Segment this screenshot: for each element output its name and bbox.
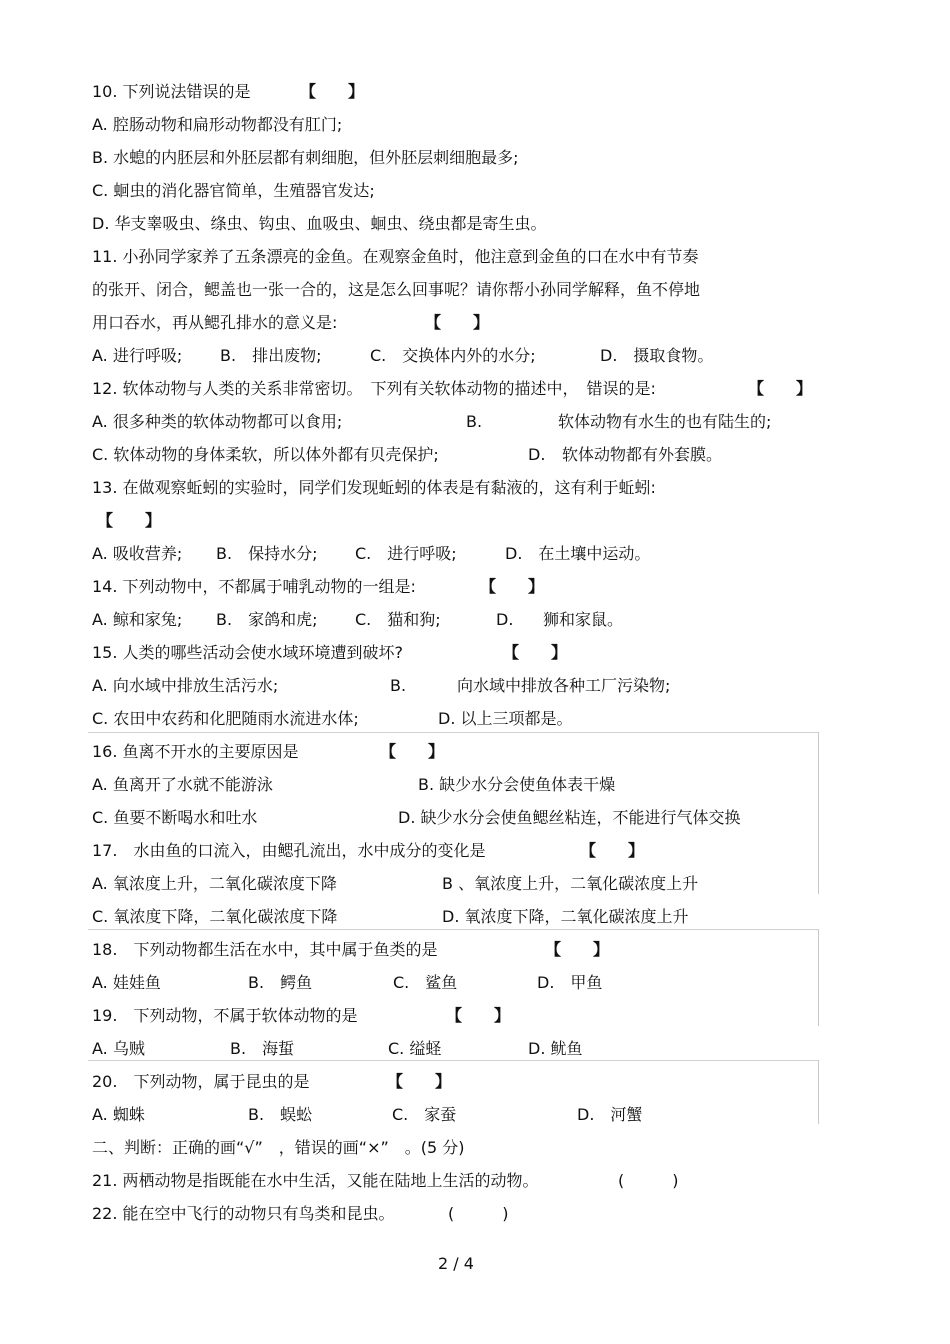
question-12-stem: 12. 软体动物与人类的关系非常密切。 下列有关软体动物的描述中， 错误的是:: [92, 379, 656, 398]
option-a: A. 向水域中排放生活污水;: [92, 676, 279, 695]
option-a: A. 腔肠动物和扁形动物都没有肛门;: [92, 115, 343, 134]
option-c: C. 鱼要不断喝水和吐水: [92, 808, 258, 827]
option-d: D. 摄取食物。: [600, 346, 714, 365]
option-d: 软体动物都有外套膜。: [562, 445, 723, 464]
answer-parenthesis[interactable]: ( ): [618, 1171, 679, 1190]
option-a: A. 吸收营养;: [92, 544, 183, 563]
answer-bracket[interactable]: 【 】: [380, 742, 445, 761]
option-d: D. 甲鱼: [537, 973, 603, 992]
question-10-stem: 10. 下列说法错误的是: [92, 82, 251, 101]
option-b: B. 鳄鱼: [248, 973, 313, 992]
question-15-stem: 15. 人类的哪些活动会使水域环境遭到破坏?: [92, 643, 404, 662]
question-21-stem: 21. 两栖动物是指既能在水中生活，又能在陆地上生活的动物。: [92, 1171, 539, 1190]
option-b: B. 保持水分;: [216, 544, 318, 563]
option-a: A. 很多种类的软体动物都可以食用;: [92, 412, 343, 431]
option-b: B. 家鸽和虎;: [216, 610, 318, 629]
option-a: A. 氧浓度上升，二氧化碳浓度下降: [92, 874, 337, 893]
question-22-stem: 22. 能在空中飞行的动物只有鸟类和昆虫。: [92, 1204, 395, 1223]
section-2-title: 二、判断：正确的画“√” ，错误的画“×” 。(5 分): [92, 1138, 465, 1157]
answer-bracket[interactable]: 【 】: [425, 313, 490, 332]
option-c: C. 鲨鱼: [393, 973, 458, 992]
option-c: C. 蛔虫的消化器官简单，生殖器官发达;: [92, 181, 375, 200]
option-d: D. 河蟹: [577, 1105, 643, 1124]
option-b: B 、氧浓度上升，二氧化碳浓度上升: [442, 874, 699, 893]
answer-bracket[interactable]: 【 】: [97, 511, 162, 530]
table-border: [818, 1060, 819, 1124]
option-a: A. 鱼离开了水就不能游泳: [92, 775, 273, 794]
option-b: 向水域中排放各种工厂污染物;: [457, 676, 671, 695]
answer-bracket[interactable]: 【 】: [748, 379, 813, 398]
option-c: C. 软体动物的身体柔软，所以体外都有贝壳保护;: [92, 445, 439, 464]
option-d: D. 鱿鱼: [528, 1039, 583, 1058]
question-19-stem: 19. 下列动物，不属于软体动物的是: [92, 1006, 358, 1025]
table-border: [88, 1060, 818, 1061]
option-b: B. 缺少水分会使鱼体表干燥: [418, 775, 616, 794]
option-c: C. 猫和狗;: [355, 610, 441, 629]
answer-bracket[interactable]: 【 】: [446, 1006, 511, 1025]
answer-bracket[interactable]: 【 】: [300, 82, 365, 101]
answer-bracket[interactable]: 【 】: [503, 643, 568, 662]
option-b-letter: B.: [466, 412, 483, 431]
option-b: B. 排出废物;: [220, 346, 322, 365]
table-border: [88, 732, 818, 733]
option-d: D. 缺少水分会使鱼鳃丝粘连，不能进行气体交换: [398, 808, 741, 827]
option-a: A. 进行呼吸;: [92, 346, 183, 365]
option-d: 狮和家鼠。: [543, 610, 624, 629]
question-11-stem: 的张开、闭合，鳃盖也一张一合的，这是怎么回事呢？请你帮小孙同学解释，鱼不停地: [92, 280, 701, 299]
option-c: C. 交换体内外的水分;: [370, 346, 536, 365]
option-b: B. 蜈蚣: [248, 1105, 313, 1124]
answer-bracket[interactable]: 【 】: [545, 940, 610, 959]
answer-bracket[interactable]: 【 】: [387, 1072, 452, 1091]
option-d: D. 以上三项都是。: [438, 709, 573, 728]
option-c: C. 氧浓度下降，二氧化碳浓度下降: [92, 907, 338, 926]
question-17-stem: 17. 水由鱼的口流入，由鳃孔流出，水中成分的变化是: [92, 841, 486, 860]
question-11-stem: 11. 小孙同学家养了五条漂亮的金鱼。在观察金鱼时，他注意到金鱼的口在水中有节奏: [92, 247, 699, 266]
question-14-stem: 14. 下列动物中，不都属于哺乳动物的一组是:: [92, 577, 416, 596]
answer-bracket[interactable]: 【 】: [580, 841, 645, 860]
table-border: [818, 929, 819, 1026]
option-a: A. 蜘蛛: [92, 1105, 145, 1124]
page-number: 2 / 4: [438, 1254, 474, 1273]
option-b: B. 水螅的内胚层和外胚层都有刺细胞，但外胚层刺细胞最多;: [92, 148, 519, 167]
answer-bracket[interactable]: 【 】: [480, 577, 545, 596]
table-border: [88, 929, 818, 930]
option-b: B. 海蜇: [230, 1039, 295, 1058]
table-border: [818, 732, 819, 894]
option-d: D. 氧浓度下降，二氧化碳浓度上升: [442, 907, 689, 926]
option-c: C. 缢蛏: [388, 1039, 442, 1058]
option-c: C. 农田中农药和化肥随雨水流进水体;: [92, 709, 359, 728]
option-c: C. 进行呼吸;: [355, 544, 457, 563]
answer-parenthesis[interactable]: ( ): [448, 1204, 509, 1223]
question-18-stem: 18. 下列动物都生活在水中，其中属于鱼类的是: [92, 940, 438, 959]
option-a: A. 娃娃鱼: [92, 973, 161, 992]
option-a: A. 乌贼: [92, 1039, 145, 1058]
option-d: D. 华支睾吸虫、绦虫、钩虫、血吸虫、蛔虫、绕虫都是寄生虫。: [92, 214, 547, 233]
option-d-letter: D.: [496, 610, 514, 629]
option-d: D. 在土壤中运动。: [505, 544, 651, 563]
option-d-letter: D.: [528, 445, 546, 464]
option-c: C. 家蚕: [392, 1105, 457, 1124]
question-16-stem: 16. 鱼离不开水的主要原因是: [92, 742, 299, 761]
question-20-stem: 20. 下列动物，属于昆虫的是: [92, 1072, 310, 1091]
option-b: 软体动物有水生的也有陆生的;: [558, 412, 772, 431]
option-a: A. 鲸和家兔;: [92, 610, 183, 629]
question-11-stem: 用口吞水，再从鳃孔排水的意义是:: [92, 313, 338, 332]
question-13-stem: 13. 在做观察蚯蚓的实验时，同学们发现蚯蚓的体表是有黏液的，这有利于蚯蚓:: [92, 478, 656, 497]
option-b-letter: B.: [390, 676, 407, 695]
